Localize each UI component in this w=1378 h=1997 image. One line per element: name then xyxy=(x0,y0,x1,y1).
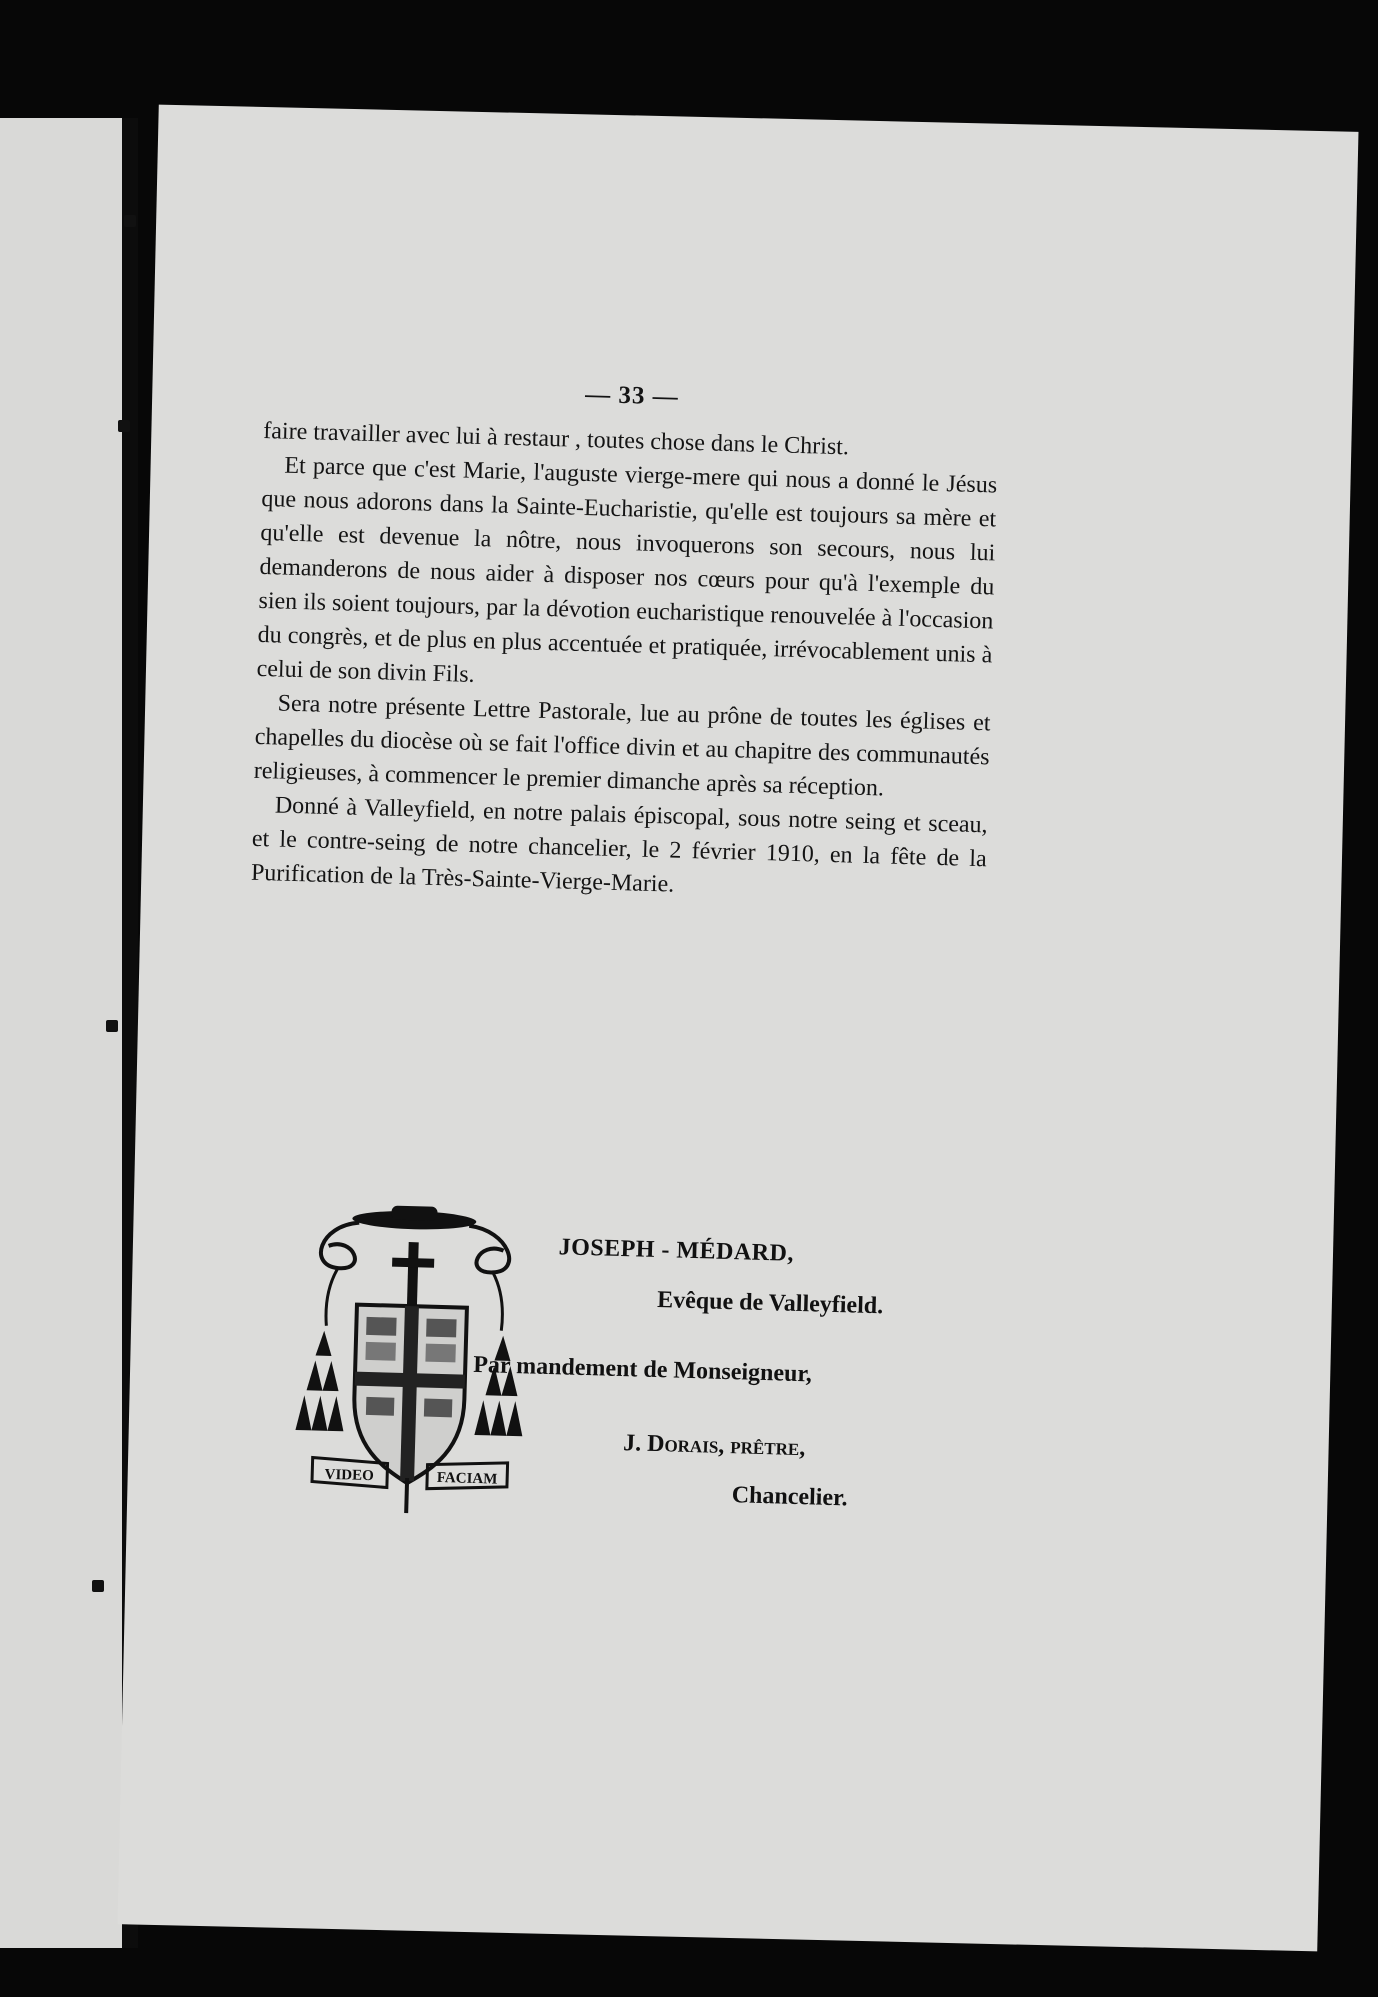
bishop-title: Evêque de Valleyfield. xyxy=(656,1287,884,1320)
binding-mark xyxy=(106,1020,118,1032)
page-number: — 33 — xyxy=(584,380,680,411)
mandement-line: Par mandement de Monseigneur, xyxy=(472,1351,813,1388)
binding-mark xyxy=(124,215,136,227)
page-text-body xyxy=(251,372,1000,910)
paragraph: Et parce que c'est Marie, l'auguste vierge-mere qui nous a donné le Jésus que nous adorons dans la Sainte-Eucharistie, qu'elle est toujours sa mère et qu'elle est devenue la nôtre, nous invoquerons son secours, nous lui demanderons de nous aider à disposer nos cœurs pour qu'à l'exemple du sien ils soient toujours, par la dévotion eucharistique renouvelée à l'occasion du congrès, et de plus en plus accentuée et pratiquée, irrévocablement unis à celui de son divin Fils. xyxy=(256,452,998,688)
motto-right: FACIAM xyxy=(436,1469,498,1488)
previous-page-edge xyxy=(0,118,135,1948)
paragraph: faire travailler avec lui à restaur , toutes chose dans le Christ. xyxy=(262,417,850,461)
binding-mark xyxy=(92,1580,104,1592)
paragraph: Sera notre présente Lettre Pastorale, lue au prône de toutes les églises et chapelles du diocèse où se fait l'office divin et au chapitre des communautés religieuses, à commencer le premier dimanche après sa réception. xyxy=(253,690,991,802)
binding-mark xyxy=(118,420,130,432)
motto-left: VIDEO xyxy=(324,1466,374,1485)
chancellor-name: J. Dorais, prêtre, xyxy=(622,1430,806,1462)
signature-block xyxy=(291,1195,980,1544)
chancellor-title: Chancelier. xyxy=(731,1482,848,1512)
bishop-name: JOSEPH - MÉDARD, xyxy=(558,1234,795,1267)
paragraph: Donné à Valleyfield, en notre palais épiscopal, sous notre seing et sceau, et le contre-seing de notre chancelier, le 2 février 1910, en la fête de la Purification de la Très-Sainte-Vierge-Marie. xyxy=(250,792,988,898)
